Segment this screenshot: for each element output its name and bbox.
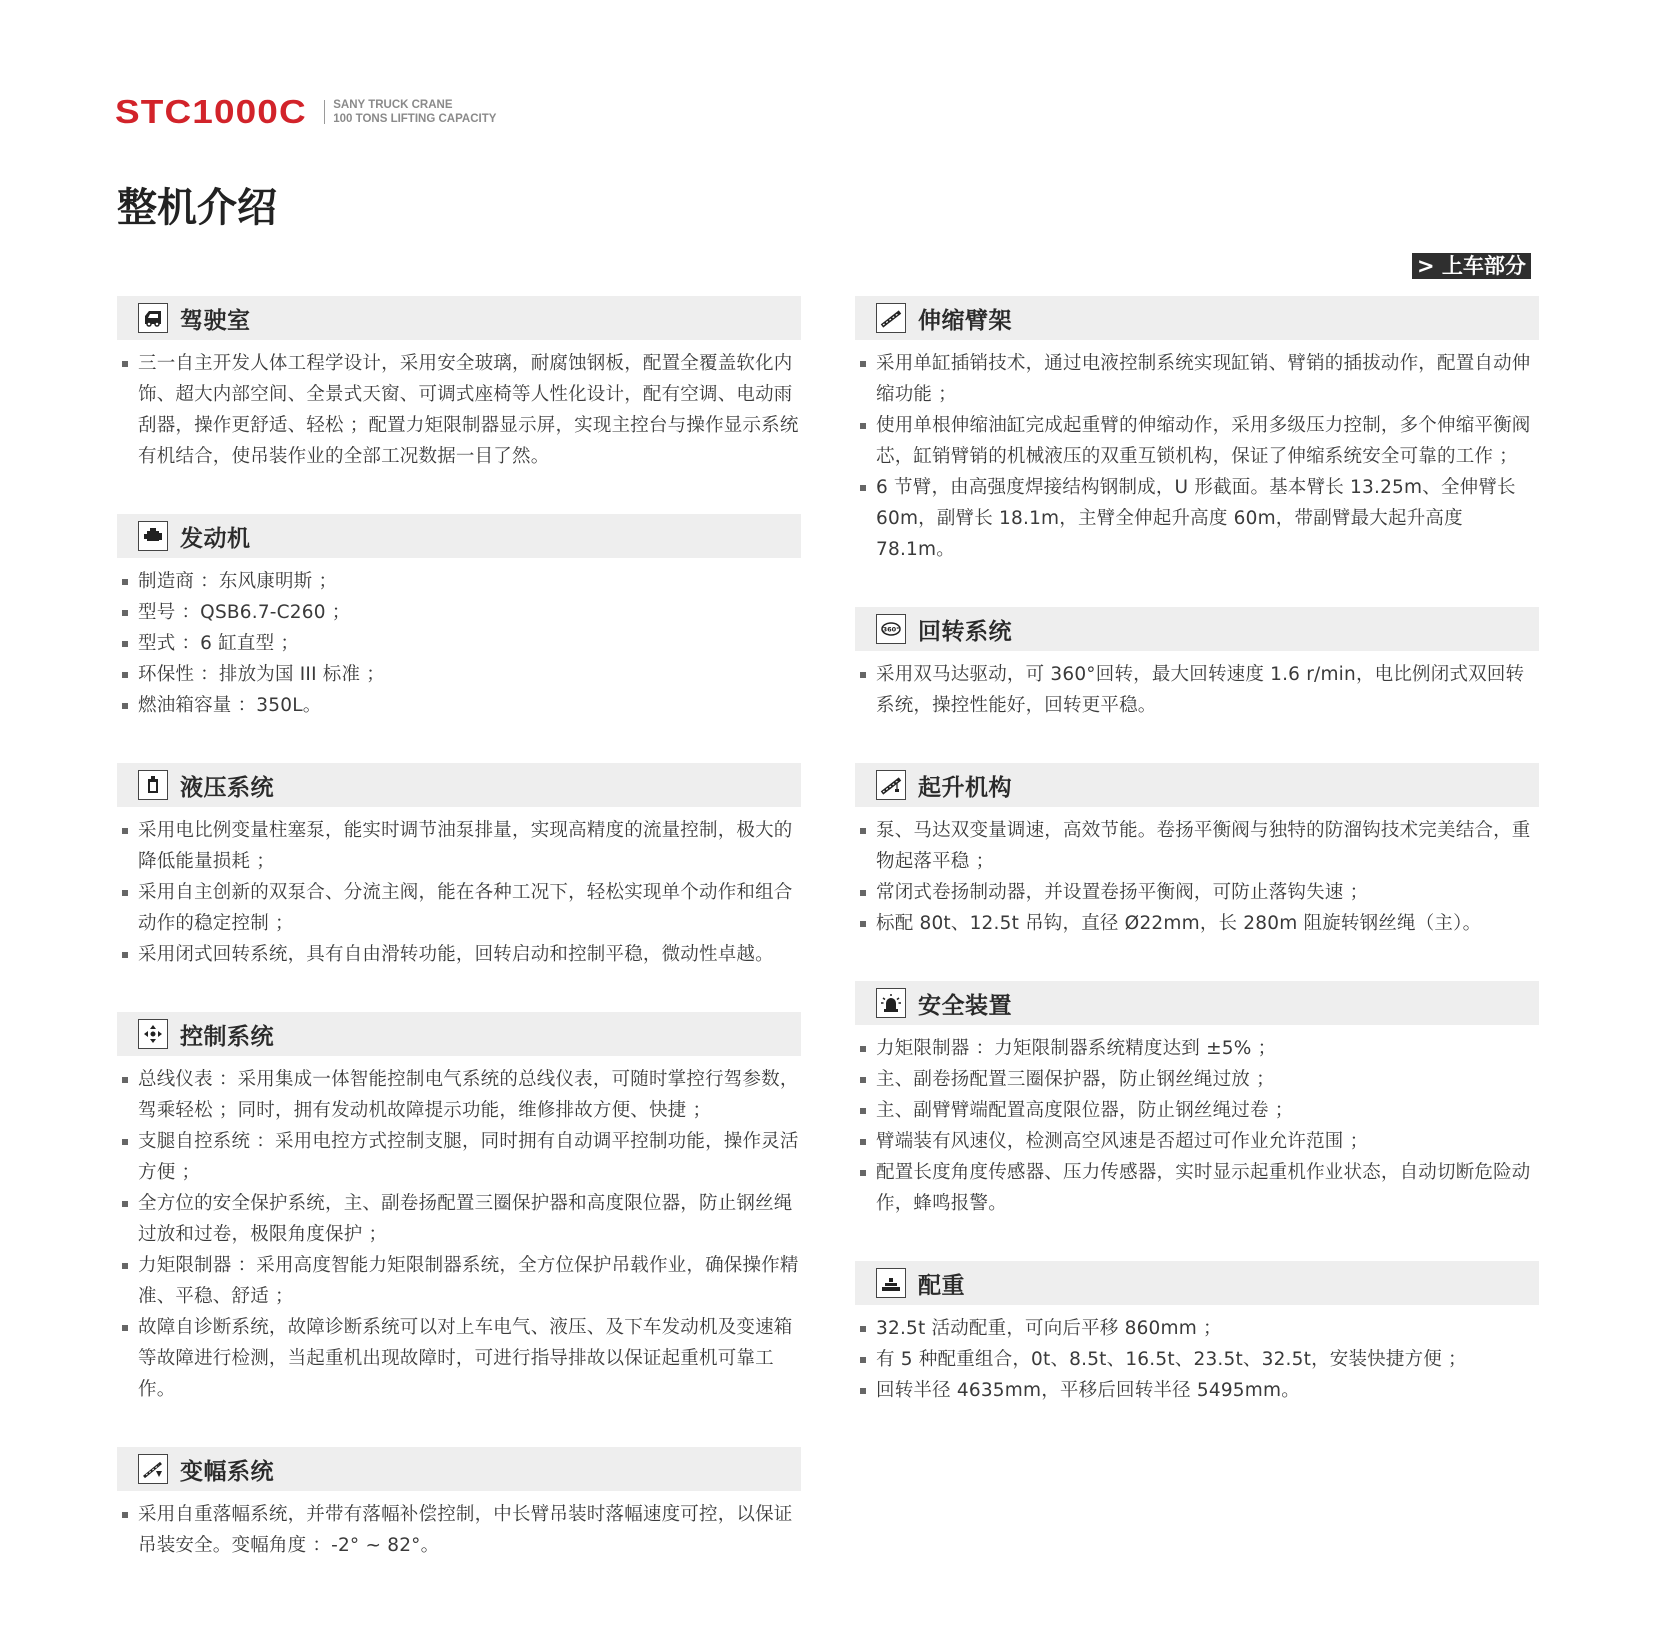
item-list [117, 1064, 801, 1405]
rotation-360-icon [876, 614, 906, 644]
item-list [855, 659, 1539, 721]
list-item: 主、副臂臂端配置高度限位器，防止钢丝绳过卷 ； [855, 1095, 1539, 1126]
section-header [117, 514, 801, 558]
section-rotation [855, 607, 1539, 721]
section-title: 起升机构 [918, 774, 1012, 801]
item-list [855, 348, 1539, 565]
list-item: 采用自重落幅系统，并带有落幅补偿控制，中长臂吊装时落幅速度可控，以保证吊装安全。变幅角度 ：-2° ~ 82°。 [117, 1499, 801, 1561]
page-title: 整机介绍 [117, 185, 277, 231]
logo-subtitle-line1: SANY TRUCK CRANE [333, 98, 453, 111]
hydraulic-icon [138, 770, 168, 800]
section-title: 发动机 [180, 525, 251, 552]
list-item: 三一自主开发人体工程学设计，采用安全玻璃，耐腐蚀钢板，配置全覆盖软化内饰、超大内部空间、全景式天窗、可调式座椅等人性化设计，配有空调、电动雨刮器，操作更舒适、轻松 ；配置力矩限制器显示屏，实现主控台与操作显示系统有机结合，使吊装作业的全部工况数据一目了然。 [117, 348, 801, 472]
section-header [855, 1261, 1539, 1305]
list-item: 泵、马达双变量调速，高效节能。卷扬平衡阀与独特的防溜钩技术完美结合，重物起落平稳 ； [855, 815, 1539, 877]
list-item: 全方位的安全保护系统，主、副卷扬配置三圈保护器和高度限位器，防止钢丝绳过放和过卷，极限角度保护 ； [117, 1188, 801, 1250]
section-title: 回转系统 [918, 618, 1012, 645]
section-control [117, 1012, 801, 1405]
list-item: 使用单根伸缩油缸完成起重臂的伸缩动作，采用多级压力控制，多个伸缩平衡阀芯，缸销臂销的机械液压的双重互锁机构，保证了伸缩系统安全可靠的工作 ； [855, 410, 1539, 472]
cab-icon [138, 303, 168, 333]
list-item: 主、副卷扬配置三圈保护器，防止钢丝绳过放 ； [855, 1064, 1539, 1095]
section-header [855, 607, 1539, 651]
section-title: 驾驶室 [180, 307, 251, 334]
section-header [117, 763, 801, 807]
right-column [855, 296, 1539, 1448]
section-cab [117, 296, 801, 472]
list-item: 配置长度角度传感器、压力传感器，实时显示起重机作业状态，自动切断危险动作，蜂鸣报警。 [855, 1157, 1539, 1219]
list-item: 采用电比例变量柱塞泵，能实时调节油泵排量，实现高精度的流量控制，极大的降低能量损耗 ； [117, 815, 801, 877]
item-list [855, 1033, 1539, 1219]
section-header [855, 763, 1539, 807]
engine-icon [138, 521, 168, 551]
list-item: 采用闭式回转系统，具有自由滑转功能，回转启动和控制平稳，微动性卓越。 [117, 939, 801, 970]
section-header [117, 1447, 801, 1491]
section-safety [855, 981, 1539, 1219]
list-item: 标配 80t、12.5t 吊钩，直径 Ø22mm，长 280m 阻旋转钢丝绳（主）。 [855, 908, 1539, 939]
telescopic-boom-icon [876, 303, 906, 333]
brand-header [115, 95, 496, 128]
section-title: 控制系统 [180, 1023, 274, 1050]
section-hoist [855, 763, 1539, 939]
luffing-icon [138, 1454, 168, 1484]
section-title: 液压系统 [180, 774, 274, 801]
section-telescopic-boom [855, 296, 1539, 565]
list-item: 采用自主创新的双泵合、分流主阀，能在各种工况下，轻松实现单个动作和组合动作的稳定控制 ； [117, 877, 801, 939]
section-header [117, 296, 801, 340]
item-list [117, 815, 801, 970]
section-counterweight [855, 1261, 1539, 1406]
list-item: 总线仪表 ：采用集成一体智能控制电气系统的总线仪表，可随时掌控行驾参数，驾乘轻松 ；同时，拥有发动机故障提示功能，维修排故方便、快捷 ； [117, 1064, 801, 1126]
control-icon [138, 1019, 168, 1049]
rotation-360-label: 360° [882, 625, 900, 634]
item-list [117, 1499, 801, 1561]
list-item: 常闭式卷扬制动器，并设置卷扬平衡阀，可防止落钩失速 ； [855, 877, 1539, 908]
list-item: 力矩限制器 ：采用高度智能力矩限制器系统，全方位保护吊载作业，确保操作精准、平稳、舒适 ； [117, 1250, 801, 1312]
list-item: 燃油箱容量 ：350L。 [117, 690, 801, 721]
hoist-icon [876, 770, 906, 800]
logo-subtitle-line2: 100 TONS LIFTING CAPACITY [333, 112, 497, 125]
list-item: 环保性 ：排放为国 III 标准 ； [117, 659, 801, 690]
list-item: 采用双马达驱动，可 360°回转，最大回转速度 1.6 r/min，电比例闭式双回转系统，操控性能好，回转更平稳。 [855, 659, 1539, 721]
section-header [855, 981, 1539, 1025]
section-title: 伸缩臂架 [918, 307, 1012, 334]
section-hydraulic [117, 763, 801, 970]
section-title: 变幅系统 [180, 1458, 274, 1485]
list-item: 制造商 ：东风康明斯 ； [117, 566, 801, 597]
section-luffing [117, 1447, 801, 1561]
item-list [855, 1313, 1539, 1406]
logo-subtitle [333, 98, 496, 126]
list-item: 型号 ：QSB6.7-C260 ； [117, 597, 801, 628]
list-item: 有 5 种配重组合，0t、8.5t、16.5t、23.5t、32.5t，安装快捷方便 ； [855, 1344, 1539, 1375]
list-item: 回转半径 4635mm，平移后回转半径 5495mm。 [855, 1375, 1539, 1406]
alarm-icon [876, 988, 906, 1018]
list-item: 力矩限制器 ：力矩限制器系统精度达到 ±5% ； [855, 1033, 1539, 1064]
list-item: 6 节臂，由高强度焊接结构钢制成，U 形截面。基本臂长 13.25m、全伸臂长 60m，副臂长 18.1m，主臂全伸起升高度 60m，带副臂最大起升高度 78.1m。 [855, 472, 1539, 565]
section-engine [117, 514, 801, 721]
counterweight-icon [876, 1268, 906, 1298]
item-list [117, 348, 801, 472]
section-title: 安全装置 [918, 992, 1012, 1019]
left-column [117, 296, 801, 1603]
section-header [117, 1012, 801, 1056]
section-title: 配重 [918, 1272, 965, 1299]
section-tag: > 上车部分 [1412, 253, 1531, 279]
item-list [855, 815, 1539, 939]
logo-divider [324, 100, 325, 124]
list-item: 臂端装有风速仪，检测高空风速是否超过可作业允许范围 ； [855, 1126, 1539, 1157]
list-item: 采用单缸插销技术，通过电液控制系统实现缸销、臂销的插拔动作，配置自动伸缩功能 ； [855, 348, 1539, 410]
list-item: 32.5t 活动配重，可向后平移 860mm ； [855, 1313, 1539, 1344]
model-logo: STC1000C [115, 93, 307, 130]
section-header [855, 296, 1539, 340]
list-item: 支腿自控系统 ：采用电控方式控制支腿，同时拥有自动调平控制功能，操作灵活方便 ； [117, 1126, 801, 1188]
item-list [117, 566, 801, 721]
list-item: 故障自诊断系统，故障诊断系统可以对上车电气、液压、及下车发动机及变速箱等故障进行检测，当起重机出现故障时，可进行指导排故以保证起重机可靠工作。 [117, 1312, 801, 1405]
list-item: 型式 ：6 缸直型 ； [117, 628, 801, 659]
